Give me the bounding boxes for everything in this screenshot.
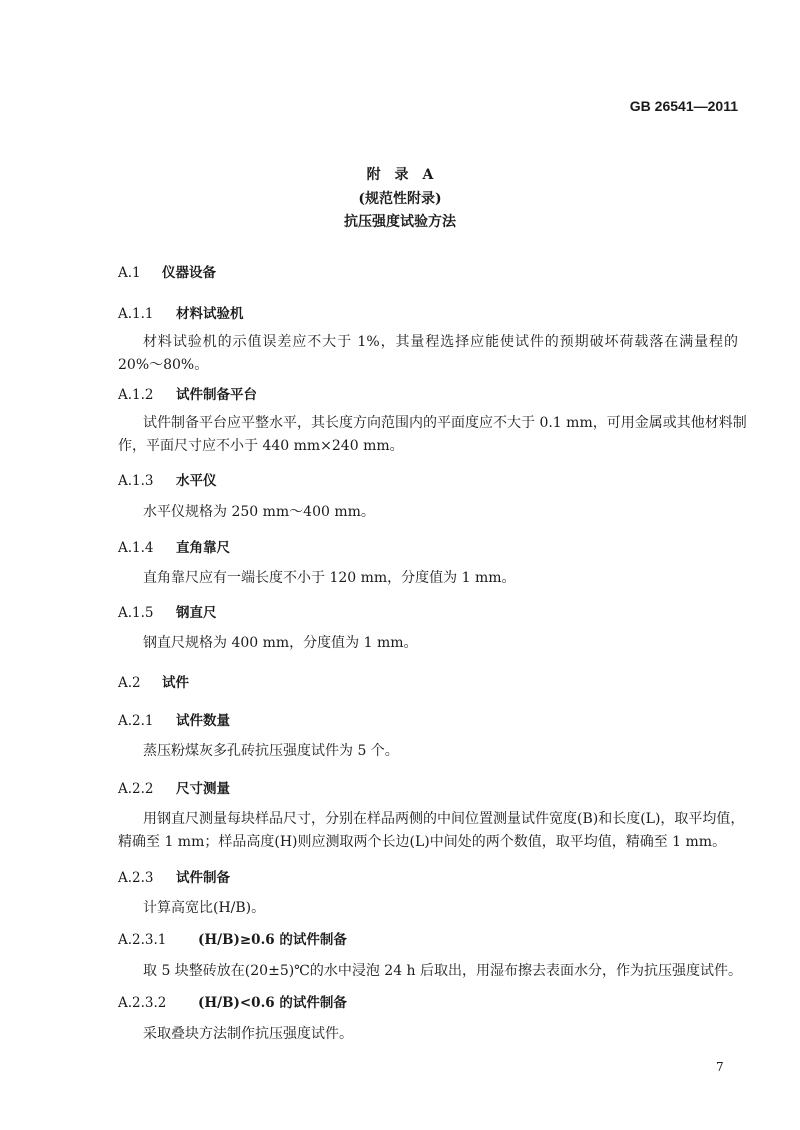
paragraph-line: 材料试验机的示值误差应不大于 1%，其量程选择应能使试件的预期破坏荷载落在满量程的 [143, 334, 738, 350]
section-title: 试件数量 [176, 713, 230, 729]
section-number: A.1.4 [118, 540, 154, 556]
section-heading [118, 302, 244, 322]
section-heading [118, 536, 230, 556]
section-heading [118, 469, 217, 489]
section-title: 试件制备平台 [176, 387, 257, 403]
paragraph-line: 水平仪规格为 250 mm～400 mm。 [143, 504, 375, 520]
section-heading [118, 601, 217, 621]
section-heading [118, 928, 347, 948]
page-number: 7 [716, 1060, 724, 1074]
section-title: 试件 [162, 675, 189, 691]
section-heading [118, 709, 230, 729]
section-number: A.2.3.2 [118, 995, 167, 1011]
paragraph-line: 试件制备平台应平整水平，其长度方向范围内的平面度应不大于 0.1 mm，可用金属或其他材料制 [143, 415, 747, 431]
paragraph-line: 精确至 1 mm；样品高度(H)则应测取两个长边(L)中间处的两个数值，取平均值，精确至 1 mm。 [118, 834, 727, 850]
section-number: A.2 [118, 675, 141, 691]
section-title: 仪器设备 [162, 265, 216, 281]
section-title: (H/B)<0.6 的试件制备 [198, 995, 347, 1011]
paragraph-line: 作，平面尺寸应不小于 440 mm×240 mm。 [118, 438, 404, 454]
paragraph-line: 计算高宽比(H/B)。 [143, 900, 266, 916]
section-number: A.1.5 [118, 605, 154, 621]
standard-number-header: GB 26541—2011 [629, 98, 738, 114]
section-number: A.2.3.1 [118, 932, 167, 948]
section-number: A.1.1 [118, 306, 154, 322]
section-number: A.2.3 [118, 870, 154, 886]
section-title: (H/B)≥0.6 的试件制备 [198, 932, 347, 948]
paragraph-line: 采取叠块方法制作抗压强度试件。 [143, 1026, 353, 1042]
section-title: 试件制备 [176, 870, 230, 886]
section-heading [118, 671, 189, 691]
section-title: 水平仪 [176, 473, 217, 489]
appendix-title: 附 录 A [366, 167, 434, 183]
section-heading [118, 261, 216, 281]
paragraph-line: 直角靠尺应有一端长度不小于 120 mm，分度值为 1 mm。 [143, 570, 516, 586]
paragraph-line: 蒸压粉煤灰多孔砖抗压强度试件为 5 个。 [143, 743, 399, 759]
section-number: A.2.2 [118, 781, 154, 797]
paragraph-line: 取 5 块整砖放在(20±5)℃的水中浸泡 24 h 后取出，用湿布擦去表面水分，作为抗压强度试件。 [143, 963, 743, 979]
paragraph-line: 钢直尺规格为 400 mm，分度值为 1 mm。 [143, 635, 418, 651]
section-heading [118, 777, 230, 797]
section-title: 直角靠尺 [176, 540, 230, 556]
section-title: 材料试验机 [176, 306, 244, 322]
section-heading [118, 383, 257, 403]
section-number: A.2.1 [118, 713, 154, 729]
section-title: 尺寸测量 [176, 781, 230, 797]
section-number: A.1.2 [118, 387, 154, 403]
paragraph-line: 用钢直尺测量每块样品尺寸，分别在样品两侧的中间位置测量试件宽度(B)和长度(L)，取平均值， [143, 811, 745, 827]
section-heading [118, 991, 347, 1011]
section-number: A.1 [118, 265, 141, 281]
section-heading [118, 866, 230, 886]
section-number: A.1.3 [118, 473, 154, 489]
section-title: 钢直尺 [176, 605, 217, 621]
appendix-type: (规范性附录) [358, 191, 442, 207]
appendix-name: 抗压强度试验方法 [344, 214, 456, 230]
paragraph-line: 20%～80%。 [118, 357, 209, 373]
